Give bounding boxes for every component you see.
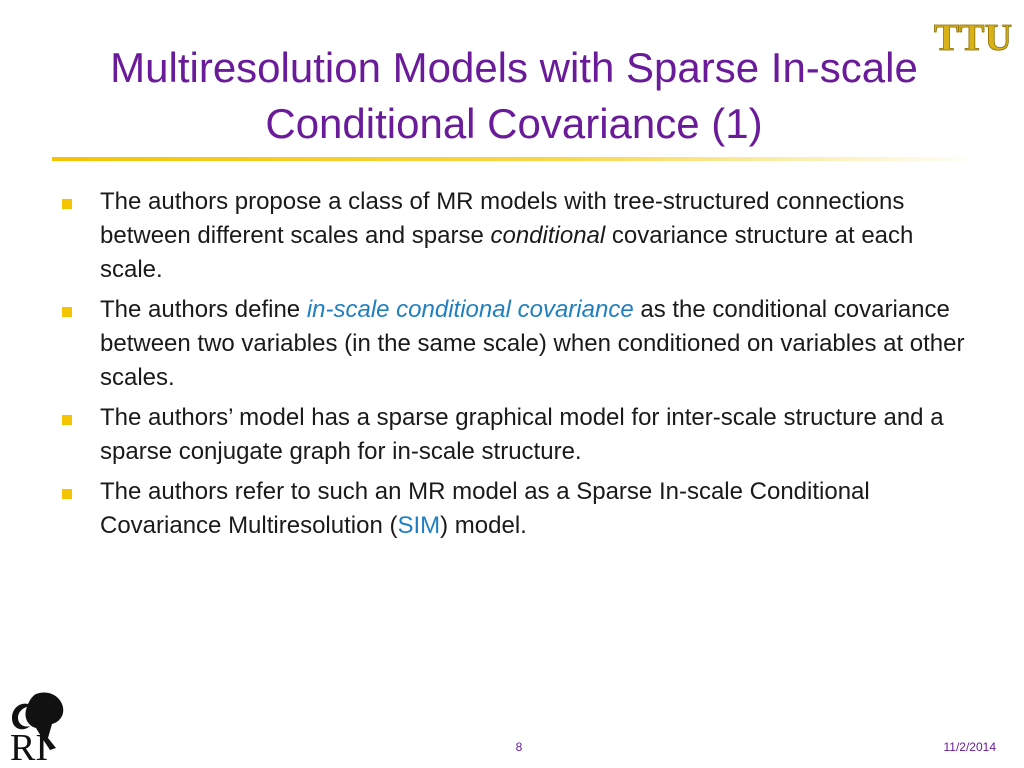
page-number: 8 [515, 740, 523, 754]
bullet-item-1 [62, 185, 972, 287]
ttu-logo-text: TTU [933, 17, 1013, 59]
title-line-1: Multiresolution Models with Sparse In-scale [110, 44, 918, 91]
bullet-item-2 [62, 293, 972, 395]
bullet-2-emphasis: in-scale conditional covariance [306, 296, 634, 323]
title-underline [52, 157, 982, 161]
slide-title [40, 40, 988, 152]
bullet-4-highlight: SIM [397, 512, 441, 539]
bullet-item-4 [62, 475, 972, 543]
bullet-4-text: The authors refer to such an MR model as a Sparse In-scale Conditional Covariance Multiresolution ( [100, 478, 870, 539]
bullet-2-text: The authors define [100, 296, 307, 323]
square-bullet-icon [62, 199, 72, 209]
ri-logo-text: RI [10, 727, 48, 764]
bullet-list [62, 185, 972, 549]
square-bullet-icon [62, 489, 72, 499]
slide-date: 11/2/2014 [943, 740, 996, 754]
ri-logo [6, 688, 76, 764]
bullet-3-text: The authors’ model has a sparse graphical model for inter-scale structure and a sparse conjugate graph for in-scale structure. [100, 404, 944, 465]
bullet-item-3 [62, 401, 972, 469]
bullet-4-text-end: ) model. [440, 512, 527, 539]
square-bullet-icon [62, 307, 72, 317]
title-line-2: Conditional Covariance (1) [265, 100, 763, 147]
bullet-2-text-end: as the conditional covariance between two variables (in the same scale) when conditioned on variables at other scales. [100, 296, 965, 391]
ttu-logo [932, 8, 1014, 64]
bullet-1-text-end: covariance structure at each scale. [100, 222, 914, 283]
bullet-1-emphasis: conditional [490, 222, 606, 249]
bullet-1-text: The authors propose a class of MR models with tree-structured connections between different scales and sparse [100, 188, 905, 249]
square-bullet-icon [62, 415, 72, 425]
